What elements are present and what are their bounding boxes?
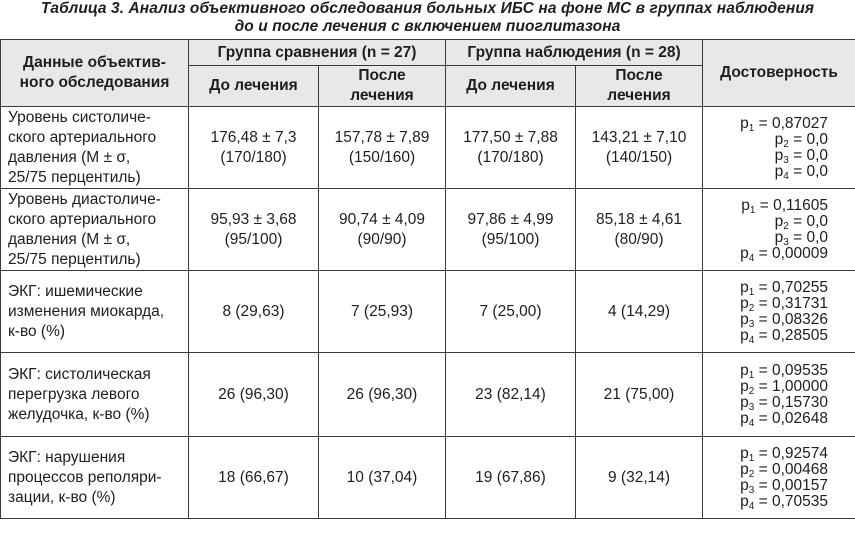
header-before-observe: До лечения	[446, 66, 576, 107]
header-before-compare: До лечения	[189, 66, 319, 107]
row-label-line: ЭКГ: систолическая	[8, 365, 151, 383]
p-symbol: p	[740, 244, 749, 262]
value-line: 9 (32,14)	[607, 468, 671, 486]
p-symbol: p	[741, 196, 750, 214]
p-value-line	[703, 328, 828, 344]
p-index: 2	[748, 385, 755, 397]
p-index: 1	[748, 369, 755, 381]
p-value: 0,08326	[771, 310, 829, 328]
p-value: 0,31731	[771, 294, 829, 312]
p-symbol: p	[740, 114, 749, 132]
value-compare-after	[319, 271, 446, 353]
p-equals: =	[754, 244, 772, 262]
value-line: 26 (96,30)	[346, 385, 418, 403]
p-index: 1	[748, 286, 755, 298]
p-value: 0,0	[806, 146, 829, 164]
header-group-compare: Группа сравнения (n = 27)	[189, 40, 446, 66]
value-line: (150/160)	[348, 148, 416, 166]
p-value: 0,00009	[771, 244, 829, 262]
value-observe-before	[446, 271, 576, 353]
row-label-line: Уровень систоличе-	[8, 108, 151, 126]
p-equals: =	[754, 278, 772, 296]
p-equals: =	[754, 393, 772, 411]
row-label	[1, 189, 189, 271]
p-value: 0,70255	[771, 278, 829, 296]
p-symbol: p	[740, 377, 749, 395]
value-observe-before	[446, 437, 576, 519]
value-line: (90/90)	[357, 230, 407, 248]
row-label-line: 25/75 перцентиль)	[8, 168, 141, 186]
value-observe-before	[446, 107, 576, 189]
table-row	[1, 107, 855, 189]
value-compare-after	[319, 107, 446, 189]
value-line: 26 (96,30)	[218, 385, 289, 403]
p-value-line	[703, 246, 828, 262]
header-after-line-2: лечения	[350, 87, 414, 104]
p-equals: =	[754, 326, 772, 344]
row-label-line: 25/75 перцентиль)	[8, 250, 141, 268]
value-line: (170/180)	[477, 148, 544, 166]
p-value-line	[703, 312, 828, 328]
value-line: 18 (66,67)	[218, 468, 289, 486]
p-index: 2	[783, 138, 789, 150]
value-observe-after	[576, 271, 703, 353]
p-index: 3	[783, 236, 789, 248]
p-symbol: p	[740, 476, 749, 494]
p-equals: =	[788, 228, 807, 246]
row-label-line: к-во (%)	[8, 322, 66, 340]
row-label-line: давления (M ± σ,	[8, 230, 131, 248]
header-after-observe	[576, 66, 703, 107]
p-equals: =	[754, 294, 772, 312]
p-value: 0,87027	[771, 114, 829, 132]
value-line: 7 (25,00)	[479, 302, 542, 320]
value-compare-after	[319, 189, 446, 271]
p-symbol: p	[740, 278, 749, 296]
row-label-line: перегрузка левого	[8, 385, 140, 403]
table-row	[1, 353, 855, 437]
significance-values	[703, 189, 855, 271]
value-line: 95,93 ± 3,68	[210, 210, 297, 228]
row-label-line: ЭКГ: нарушения	[8, 448, 126, 466]
p-value: 0,28505	[771, 326, 829, 344]
p-value-line	[703, 379, 828, 395]
p-symbol: p	[740, 393, 749, 411]
value-line: 8 (29,63)	[222, 302, 285, 320]
value-line: 7 (25,93)	[350, 302, 414, 320]
value-line: 143,21 ± 7,10	[591, 128, 687, 146]
p-value: 0,15730	[771, 393, 829, 411]
value-line: 23 (82,14)	[475, 385, 546, 403]
row-label	[1, 353, 189, 437]
p-symbol: p	[774, 162, 784, 180]
p-index: 3	[748, 484, 755, 496]
value-line: (95/100)	[481, 230, 540, 248]
p-symbol: p	[740, 492, 749, 510]
p-index: 2	[748, 302, 755, 314]
p-symbol: p	[740, 294, 749, 312]
p-equals: =	[754, 460, 772, 478]
significance-values	[703, 107, 855, 189]
header-data-column	[1, 40, 189, 107]
header-data-line-2: ного обследования	[19, 74, 170, 91]
p-index: 1	[748, 122, 755, 134]
value-compare-before	[189, 107, 319, 189]
p-value: 0,11605	[773, 196, 829, 214]
significance-values	[703, 353, 855, 437]
p-value: 0,0	[806, 212, 829, 230]
p-value-line	[703, 198, 828, 214]
row-label	[1, 107, 189, 189]
row-label-line: ЭКГ: ишемические	[8, 282, 143, 300]
p-value-line	[703, 148, 828, 164]
p-equals: =	[755, 196, 774, 214]
p-value: 0,92574	[771, 444, 829, 462]
p-value-line	[703, 395, 828, 411]
p-equals: =	[788, 162, 807, 180]
table-row	[1, 437, 855, 519]
row-label-line: желудочка, к-во (%)	[8, 405, 150, 423]
p-value-line	[703, 116, 828, 132]
p-value: 1,00000	[771, 377, 829, 395]
value-line: (170/180)	[220, 148, 287, 166]
p-index: 1	[748, 452, 755, 464]
p-equals: =	[754, 310, 772, 328]
p-value: 0,09535	[771, 361, 829, 379]
p-value-line	[703, 446, 828, 462]
value-observe-after	[576, 189, 703, 271]
p-index: 4	[748, 500, 755, 512]
p-value-line	[703, 478, 828, 494]
p-symbol: p	[740, 310, 749, 328]
value-compare-before	[189, 437, 319, 519]
p-symbol: p	[774, 146, 784, 164]
value-compare-before	[189, 189, 319, 271]
value-line: (80/90)	[614, 230, 664, 248]
value-line: 4 (14,29)	[607, 302, 671, 320]
value-line: 19 (67,86)	[475, 468, 546, 486]
value-compare-after	[319, 353, 446, 437]
value-line: 157,78 ± 7,89	[334, 128, 430, 146]
p-symbol: p	[740, 326, 749, 344]
p-value-line	[703, 411, 828, 427]
p-index: 4	[748, 252, 755, 264]
p-equals: =	[754, 114, 772, 132]
p-value-line	[703, 363, 828, 379]
p-value: 0,00157	[771, 476, 829, 494]
value-observe-before	[446, 353, 576, 437]
header-after-line-1: После	[358, 67, 406, 84]
caption-line-1: Таблица 3. Анализ объективного обследования больных ИБС на фоне МС в группах наблюдения	[40, 0, 815, 17]
p-symbol: p	[774, 212, 784, 230]
header-after-line-1: После	[615, 67, 663, 84]
p-equals: =	[788, 130, 807, 148]
p-equals: =	[754, 361, 772, 379]
value-observe-after	[576, 353, 703, 437]
p-index: 3	[783, 154, 789, 166]
row-label-line: ского артериального	[8, 210, 157, 228]
value-line: (140/150)	[605, 148, 673, 166]
row-label-line: давления (M ± σ,	[8, 148, 131, 166]
value-line: 85,18 ± 4,61	[595, 210, 683, 228]
row-label-line: Уровень диастоличе-	[8, 190, 161, 208]
p-value-line	[703, 280, 828, 296]
value-observe-after	[576, 437, 703, 519]
p-value-line	[703, 132, 828, 148]
value-line: 177,50 ± 7,88	[463, 128, 558, 146]
p-index: 2	[783, 220, 789, 232]
p-symbol: p	[740, 409, 749, 427]
value-compare-after	[319, 437, 446, 519]
header-after-line-2: лечения	[607, 87, 671, 104]
p-value-line	[703, 214, 828, 230]
p-equals: =	[788, 146, 807, 164]
p-symbol: p	[774, 130, 784, 148]
p-equals: =	[754, 492, 772, 510]
p-value: 0,00468	[771, 460, 829, 478]
value-observe-after	[576, 107, 703, 189]
value-compare-before	[189, 271, 319, 353]
header-row-groups	[1, 40, 855, 66]
header-group-observe: Группа наблюдения (n = 28)	[446, 40, 703, 66]
p-index: 3	[748, 401, 755, 413]
p-value: 0,0	[806, 130, 829, 148]
p-index: 4	[748, 334, 755, 346]
table-row	[1, 189, 855, 271]
p-index: 2	[748, 468, 755, 480]
caption-line-2: до и после лечения с включением пиоглитазона	[234, 18, 621, 35]
p-value-line	[703, 230, 828, 246]
results-table	[0, 39, 855, 519]
p-equals: =	[754, 377, 772, 395]
p-symbol: p	[740, 444, 749, 462]
row-label-line: ского артериального	[8, 128, 157, 146]
header-data-line-1: Данные объектив-	[23, 54, 166, 71]
significance-values	[703, 271, 855, 353]
table-row	[1, 271, 855, 353]
p-equals: =	[754, 476, 772, 494]
header-significance: Достоверность	[703, 40, 855, 107]
row-label	[1, 437, 189, 519]
row-label	[1, 271, 189, 353]
value-observe-before	[446, 189, 576, 271]
p-value-line	[703, 164, 828, 180]
row-label-line: изменения миокарда,	[8, 302, 165, 320]
p-symbol: p	[774, 228, 784, 246]
significance-values	[703, 437, 855, 519]
p-value-line	[703, 296, 828, 312]
value-compare-before	[189, 353, 319, 437]
p-equals: =	[788, 212, 807, 230]
header-after-compare	[319, 66, 446, 107]
p-symbol: p	[740, 361, 749, 379]
p-index: 4	[783, 170, 789, 182]
p-value-line	[703, 494, 828, 510]
row-label-line: зации, к-во (%)	[8, 488, 116, 506]
value-line: (95/100)	[224, 230, 283, 248]
p-symbol: p	[740, 460, 749, 478]
p-index: 4	[748, 417, 755, 429]
p-value: 0,0	[806, 228, 829, 246]
p-value: 0,70535	[771, 492, 829, 510]
value-line: 176,48 ± 7,3	[210, 128, 297, 146]
value-line: 97,86 ± 4,99	[467, 210, 554, 228]
table-caption	[0, 0, 855, 36]
p-value-line	[703, 462, 828, 478]
p-equals: =	[754, 444, 772, 462]
p-value: 0,0	[806, 162, 829, 180]
p-value: 0,02648	[771, 409, 829, 427]
value-line: 10 (37,04)	[346, 468, 418, 486]
p-index: 3	[748, 318, 755, 330]
p-index: 1	[749, 204, 756, 216]
p-equals: =	[754, 409, 772, 427]
value-line: 21 (75,00)	[603, 385, 675, 403]
row-label-line: процессов реполяри-	[8, 468, 162, 486]
table-body	[1, 107, 855, 519]
value-line: 90,74 ± 4,09	[338, 210, 426, 228]
